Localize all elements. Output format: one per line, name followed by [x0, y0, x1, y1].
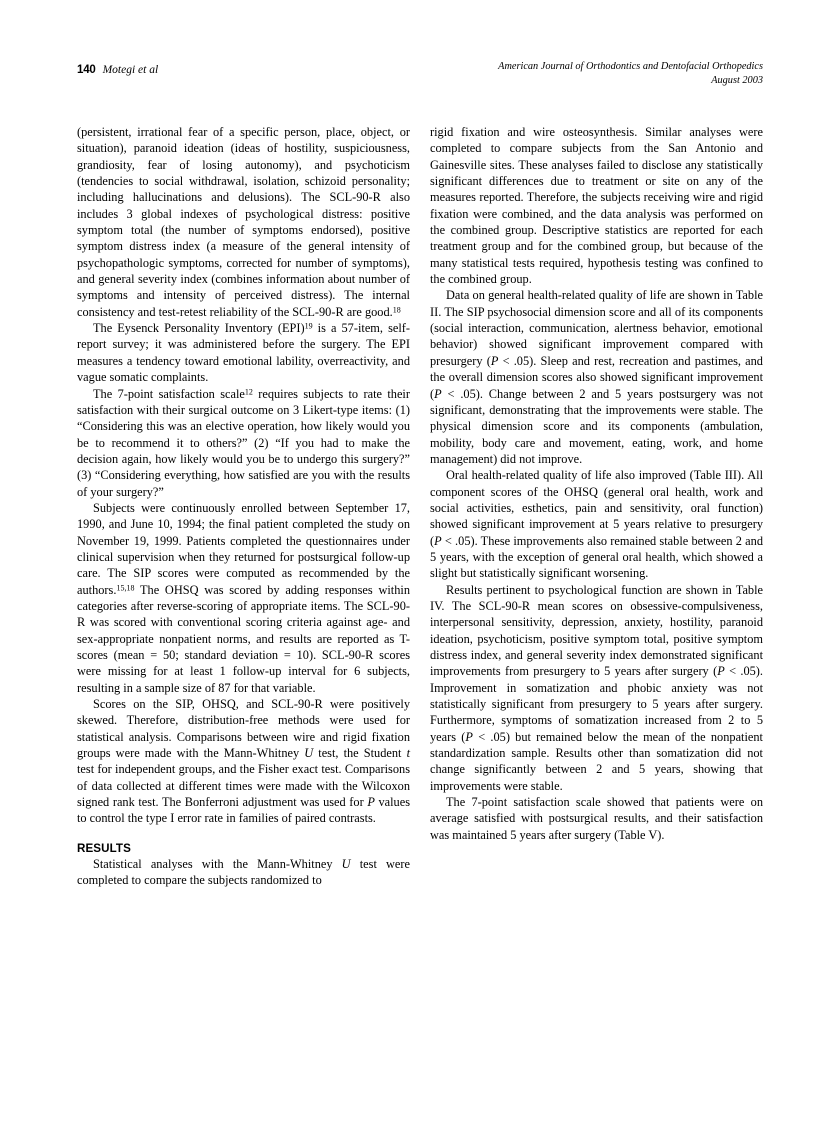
body-paragraph: The Eysenck Personality Inventory (EPI)$^{19}$ is a 57-item, self-report survey; it was administered before the surgery. The EPI measures a tendency toward emotional lability, overreactivity, and vague somatic complaints. [77, 321, 410, 385]
running-head-journal [498, 60, 763, 88]
running-head-left [77, 60, 158, 78]
body-paragraph: Statistical analyses with the Mann-Whitney U test were completed to compare the subjects randomized to [77, 856, 411, 888]
body-paragraph: rigid fixation and wire osteosynthesis. Similar analyses were completed to compare subjects from the San Antonio and Gainesville sites. These analyses failed to disclose any statistically significant differences due to treatment or site on any of the measures reported. Therefore, the subjects receiving wire and rigid fixation were combined, and the data analysis was performed on the combined group. Descriptive statistics are reported for each treatment group and for the combined group, but because of the many statistical tests required, hypothesis testing was confined to the combined group. [430, 125, 763, 287]
body-paragraph: (persistent, irrational fear of a specific person, place, object, or situation), paranoid ideation (ideas of hostility, suspiciousness, grandiosity, fear of losing autonomy), and psychoticism (tendencies to social withdrawal, isolation, schizoid personality; including hallucinations and delusions). The SCL-90-R also includes 3 global indexes of psychological distress: positive symptom total (the number of symptoms endorsed), positive symptom distress index (a measure of the general intensity of psychopathologic symptoms, corrected for number of symptoms), and general severity index (combines information about number of symptoms and intensity of perceived distress). The internal consistency and test-retest reliability of the SCL-90-R are good.$^{18}$ [77, 125, 410, 319]
body-paragraph: Scores on the SIP, OHSQ, and SCL-90-R were positively skewed. Therefore, distribution-free methods were used for statistical analysis. Comparisons between wire and rigid fixation groups were made with the Mann-Whitney U test, the Student t test for independent groups, and the Fisher exact test. Comparisons of data collected at different times were made with the Wilcoxon signed rank test. The Bonferroni adjustment was used for P values to control the type I error rate in families of paired contrasts. [77, 697, 410, 826]
body-paragraph: Oral health-related quality of life also improved (Table III). All component scores of the OHSQ (general oral health, work and social activities, esthetics, pain and sensitivity, oral function) showed significant improvement at 5 years relative to presurgery (P < .05). These improvements also remained stable between 2 and 5 years, with the exception of general oral health, which showed a slight but statistically significant worsening. [430, 468, 763, 581]
journal-title: American Journal of Orthodontics and Dentofacial Orthopedics [498, 61, 763, 72]
body-paragraph: The 7-point satisfaction scale showed that patients were on average satisfied with postsurgical results, and their satisfaction was maintained 5 years after surgery (Table V). [430, 795, 763, 842]
running-head-authors: Motegi et al [102, 64, 159, 76]
journal-issue-date: August 2003 [711, 75, 763, 86]
body-columns [77, 124, 763, 1074]
left-column [77, 124, 410, 1074]
page-number: 140 [77, 64, 96, 76]
body-paragraph: Subjects were continuously enrolled between September 17, 1990, and June 10, 1994; the final patient completed the study on November 19, 1999. Patients completed the questionnaires under clinical supervision when they returned for postsurgical follow-up care. The SIP scores were computed as recommended by the authors.$^{15,18}$ The OHSQ was scored by adding responses within categories after reverse-scoring of appropriate items. The SCL-90-R was scored with conventional scoring criteria against age- and sex-appropriate nonpatient norms, and results are reported as T-scores (mean = 50; standard deviation = 10). SCL-90-R scores were missing for at least 1 follow-up interval for 6 subjects, resulting in a sample size of 87 for that variable. [77, 500, 410, 695]
right-column [430, 124, 763, 1074]
body-paragraph: Results pertinent to psychological function are shown in Table IV. The SCL-90-R mean scores on obsessive-compulsiveness, interpersonal sensitivity, depression, anxiety, hostility, paranoid ideation, psychoticism, positive symptom total, positive symptom distress index, and general severity index demonstrated significant improvements from presurgery to 5 years after surgery (P < .05). Improvement in somatization and phobic anxiety was not statistically significant from presurgery to 5 years after surgery. Furthermore, symptoms of somatization increased from 2 to 5 years (P < .05) but remained below the mean of the nonpatient standardization sample. Results other than somatization did not change significantly between 2 and 5 years, showing that improvements were stable. [430, 582, 763, 793]
running-head [77, 60, 763, 100]
body-paragraph: Data on general health-related quality of life are shown in Table II. The SIP psychosocial dimension score and all of its components (social interaction, communication, alertness behavior, emotional behavior) showed significant improvement compared with presurgery (P < .05). Sleep and rest, recreation and pastimes, and the overall dimension scores also showed significant improvement (P < .05). Change between 2 and 5 years postsurgery was not significant, demonstrating that the improvements were stable. The physical dimension score and its components (ambulation, mobility, body care and movement, eating, work, and home management) did not improve. [430, 288, 763, 466]
section-heading-results: RESULTS [77, 841, 131, 855]
body-paragraph: The 7-point satisfaction scale$^{12}$ requires subjects to rate their satisfaction with their surgical outcome on 3 Likert-type items: (1) “Considering this was an elective operation, how likely would you be to recommend it to others?” (2) “If you had to make the decision again, how likely would you be to undergo this surgery?” (3) “Considering everything, how satisfied are you with the results of your surgery?” [77, 386, 410, 499]
